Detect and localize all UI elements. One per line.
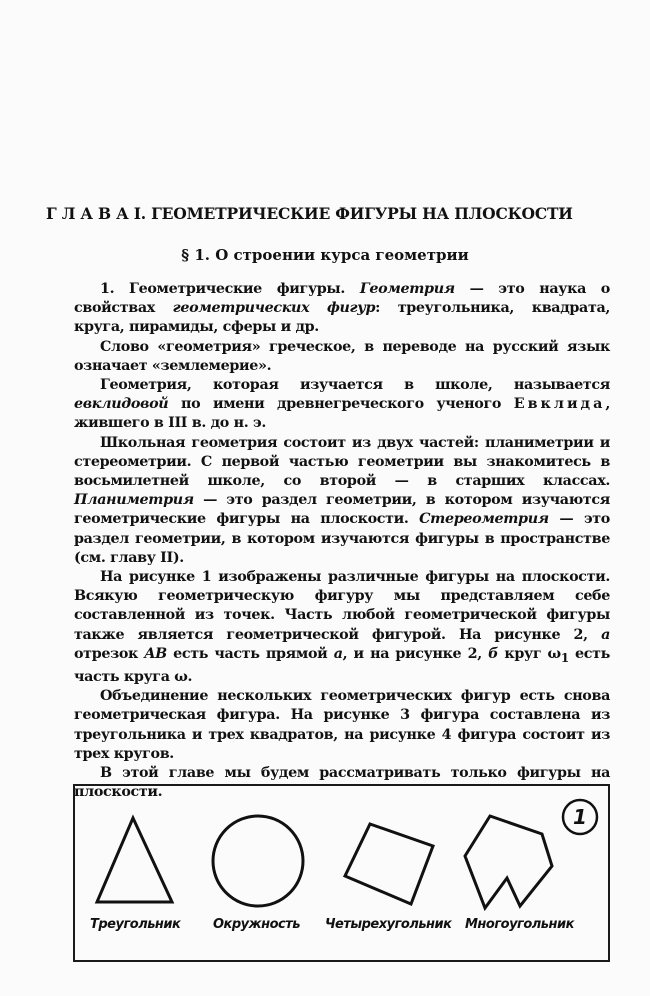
text-span: Геометрия, которая изучается в школе, называется bbox=[100, 377, 610, 394]
var-a-line: a bbox=[333, 645, 343, 662]
text-span: — это раздел геометрии, в котором изучаются геометрические фигуры на плоскости. bbox=[74, 492, 610, 528]
name-euclid: Евклида bbox=[513, 396, 606, 413]
paragraph-2: Слово «геометрия» греческое, в переводе на русский язык означает «землемерие». bbox=[74, 338, 610, 374]
term-euclidean: евклидовой bbox=[74, 396, 169, 413]
text-span: , и на рисунке 2, bbox=[342, 645, 489, 662]
paragraph-heading: 1. Геометрические фигуры. bbox=[100, 281, 346, 297]
paragraph-5 bbox=[74, 568, 610, 687]
paragraph-4 bbox=[74, 434, 610, 568]
subscript: 1 bbox=[560, 650, 569, 665]
paragraph-1 bbox=[74, 280, 610, 338]
body-text bbox=[74, 280, 610, 802]
var-ab: AB bbox=[144, 645, 167, 662]
text-span: есть часть прямой bbox=[166, 645, 334, 662]
text-span: по имени древнегреческого ученого bbox=[168, 396, 514, 413]
paragraph-3 bbox=[74, 376, 610, 434]
text-span: — это наука о свойствах bbox=[74, 281, 610, 317]
caption-quadrilateral: Четырехугольник bbox=[325, 917, 452, 932]
polygon-shape bbox=[465, 816, 552, 908]
term-planimetry: Планиметрия bbox=[74, 492, 194, 509]
var-b: б bbox=[488, 645, 499, 662]
figure-number: 1 bbox=[573, 805, 587, 829]
paragraph-6: Объединение нескольких геометрических фигур есть снова геометрическая фигура. На рисунке 3 фигура составлена из треугольника и трех квадратов, на рисунке 4 фигура состоит из трех кругов. bbox=[74, 688, 610, 762]
paragraph-7: В этой главе мы будем рассматривать только фигуры на плоскости. bbox=[74, 764, 610, 801]
term-stereometry: Стереометрия bbox=[419, 511, 549, 528]
circle-shape bbox=[213, 816, 303, 906]
quadrilateral-shape bbox=[345, 824, 433, 904]
text-span: , жившего в III в. до н. э. bbox=[74, 396, 610, 432]
text-span: Школьная геометрия состоит из двух частей: планиметрии и стереометрии. С первой частью геометрии вы знакомитесь в восьмилетней школе, со второй — в старших классах. bbox=[74, 434, 610, 490]
text-span: есть часть круга ω. bbox=[74, 645, 611, 685]
var-a: а bbox=[601, 626, 610, 643]
term-geometry: Геометрия bbox=[359, 281, 455, 297]
section-title: § 1. О строении курса геометрии bbox=[181, 246, 469, 264]
chapter-title: Г Л А В А I. ГЕОМЕТРИЧЕСКИЕ ФИГУРЫ НА ПЛОСКОСТИ bbox=[46, 204, 573, 223]
text-span: — это раздел геометрии, в котором изучаются фигуры в пространстве (см. главу II). bbox=[74, 511, 610, 566]
text-span: круг ω bbox=[498, 645, 561, 662]
text-span: : треугольника, квадрата, круга, пирамиды, сферы и др. bbox=[74, 300, 610, 336]
figure-1 bbox=[73, 784, 610, 962]
caption-circle: Окружность bbox=[213, 917, 300, 932]
triangle-shape bbox=[97, 818, 172, 902]
caption-polygon: Многоугольник bbox=[465, 917, 574, 932]
text-span: На рисунке 1 изображены различные фигуры на плоскости. Всякую геометрическую фигуру мы представляем себе составленной из точек. Часть любой геометрической фигуры также является геометрической фигурой. На рисунке 2, bbox=[74, 569, 610, 643]
term-geometric-figures: геометрических фигур bbox=[172, 300, 376, 317]
figure-drawing bbox=[75, 786, 612, 964]
caption-triangle: Треугольник bbox=[90, 917, 181, 932]
text-span: отрезок bbox=[74, 645, 145, 662]
